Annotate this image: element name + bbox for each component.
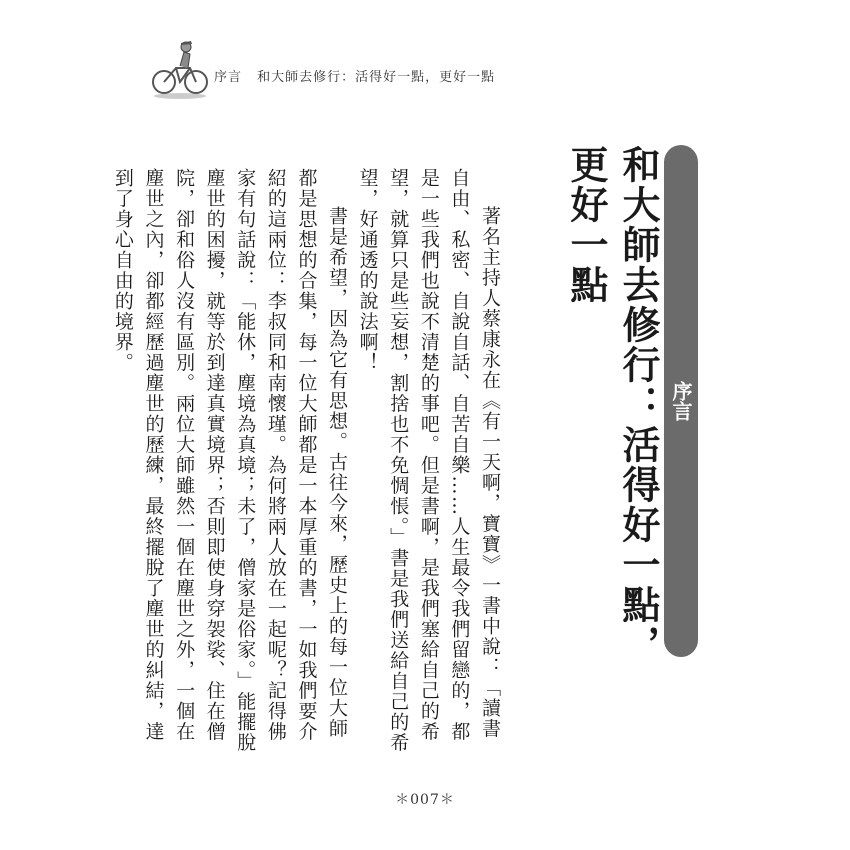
running-head-title: 和大師去修行：活得好一點，更好一點 (257, 70, 496, 85)
paragraph-2: 書是希望，因為它有思想。古往今來，歷史上的每一位大師都是思想的合集，每一位大師都是一本厚重的書，一如我們要介紹的這兩位：李叔同和南懷瑾。為何將兩人放在一起呢？記得佛家有句話說：「能休，塵境為真境；未了，僧家是俗家。」能擺脫塵世的困擾，就等於到達真實境界；否則即使身穿袈裟、住在僧院，卻和俗人沒有區別。兩位大師雖然一個在塵世之外，一個在塵世之內，卻都經歷過塵世的歷練，最終擺脫了塵世的糾結，達到了身心自由的境界。 (111, 168, 349, 753)
page-number: ＊007＊ (395, 792, 455, 808)
chapter-title: 和大師去修行：活得好一點，更好一點 (564, 145, 660, 665)
running-head-section: 序言 (214, 70, 243, 85)
body-text (111, 168, 505, 758)
chapter-heading (560, 145, 698, 665)
section-badge: 序言 (664, 145, 698, 657)
page-header (150, 30, 496, 100)
running-head (214, 66, 505, 85)
paragraph-1: 著名主持人蔡康永在《有一天啊，寶寶》一書中說：「讀書自由、私密、自說自話、自苦自樂……人生最令我們留戀的，都是一些我們也說不清楚的事吧。但是書啊，是我們塞給自己的希望，就算只是些妄想，割捨也不免惆悵。」書是我們送給自己的希望，好通透的說法啊！ (356, 168, 501, 753)
cyclist-illustration (150, 38, 210, 100)
